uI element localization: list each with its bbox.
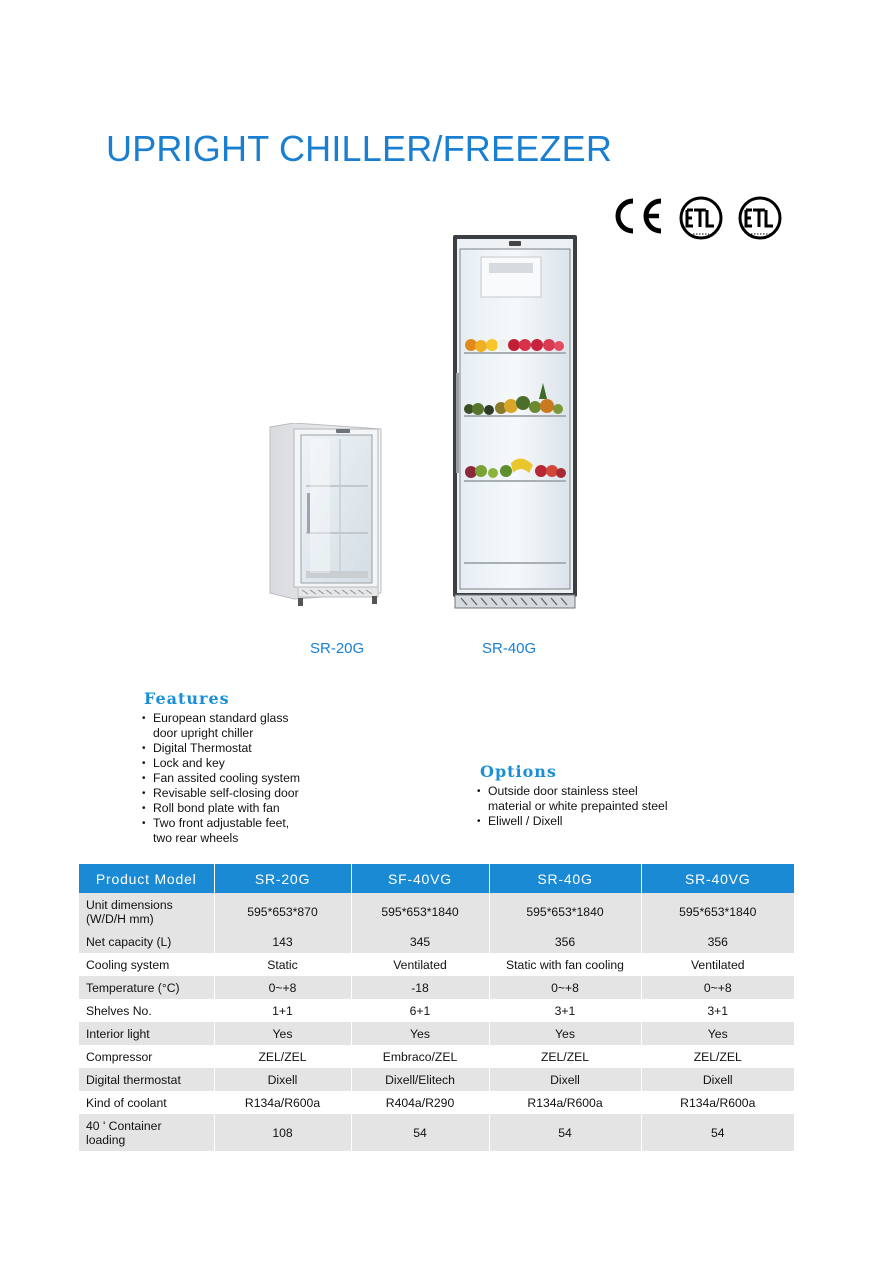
table-cell: R134a/R600a [641, 1091, 794, 1114]
table-cell: Embraco/ZEL [351, 1045, 489, 1068]
table-row [79, 930, 794, 953]
table-cell: 0~+8 [214, 976, 351, 999]
table-row [79, 1091, 794, 1114]
table-row [79, 999, 794, 1022]
features-heading: Features [144, 689, 230, 708]
table-cell: -18 [351, 976, 489, 999]
row-label: Digital thermostat [79, 1068, 214, 1091]
table-cell: Static with fan cooling [489, 953, 641, 976]
table-cell: 345 [351, 930, 489, 953]
options-list [477, 784, 737, 829]
table-cell: Dixell/Elitech [351, 1068, 489, 1091]
table-cell: 54 [641, 1114, 794, 1151]
row-label: Cooling system [79, 953, 214, 976]
table-cell: Ventilated [641, 953, 794, 976]
table-cell: ZEL/ZEL [214, 1045, 351, 1068]
table-cell: R404a/R290 [351, 1091, 489, 1114]
row-label: Shelves No. [79, 999, 214, 1022]
table-cell: 3+1 [641, 999, 794, 1022]
options-heading: Options [480, 762, 557, 781]
table-cell: 54 [489, 1114, 641, 1151]
table-header-row [79, 864, 794, 893]
table-row [79, 953, 794, 976]
table-cell: 108 [214, 1114, 351, 1151]
table-row [79, 976, 794, 999]
table-cell: ZEL/ZEL [641, 1045, 794, 1068]
table-cell: 54 [351, 1114, 489, 1151]
column-header: SR-20G [214, 864, 351, 893]
table-cell: R134a/R600a [214, 1091, 351, 1114]
column-header: SR-40VG [641, 864, 794, 893]
column-header: SR-40G [489, 864, 641, 893]
table-cell: 595*653*870 [214, 893, 351, 930]
table-row [79, 1114, 794, 1151]
table-cell: Dixell [214, 1068, 351, 1091]
spec-table [79, 864, 794, 1151]
row-label: Net capacity (L) [79, 930, 214, 953]
list-item: • Roll bond plate with fan [142, 801, 362, 816]
sr-40g-product-image [451, 233, 579, 618]
table-cell: 356 [489, 930, 641, 953]
table-cell: Dixell [641, 1068, 794, 1091]
table-row [79, 1068, 794, 1091]
table-cell: 595*653*1840 [641, 893, 794, 930]
row-label: Unit dimensions (W/D/H mm) [79, 893, 214, 930]
list-item: • Lock and key [142, 756, 362, 771]
ce-mark-icon [611, 196, 663, 241]
list-item: • Eliwell / Dixell [477, 814, 737, 829]
table-cell: Yes [641, 1022, 794, 1045]
table-cell: Ventilated [351, 953, 489, 976]
row-label: 40 ' Container loading [79, 1114, 214, 1151]
table-cell: 595*653*1840 [489, 893, 641, 930]
list-item: • Digital Thermostat [142, 741, 362, 756]
model-label-sr-40g: SR-40G [482, 640, 537, 657]
etl-listed-mark-icon [677, 196, 725, 247]
row-label: Interior light [79, 1022, 214, 1045]
table-cell: Dixell [489, 1068, 641, 1091]
list-item: • Fan assited cooling system [142, 771, 362, 786]
table-cell: 6+1 [351, 999, 489, 1022]
table-cell: Static [214, 953, 351, 976]
model-label-sr-20g: SR-20G [310, 640, 365, 657]
column-header: SF-40VG [351, 864, 489, 893]
list-item: • European standard glass door upright chiller [142, 711, 362, 741]
row-label: Kind of coolant [79, 1091, 214, 1114]
column-header: Product Model [79, 864, 214, 893]
table-cell: Yes [351, 1022, 489, 1045]
features-list [142, 711, 362, 846]
etl-sanitation-mark-icon [736, 196, 784, 247]
sr-20g-product-image [268, 423, 382, 613]
table-cell: 595*653*1840 [351, 893, 489, 930]
table-cell: 3+1 [489, 999, 641, 1022]
table-cell: Yes [489, 1022, 641, 1045]
table-row [79, 1045, 794, 1068]
table-cell: ZEL/ZEL [489, 1045, 641, 1068]
table-cell: Yes [214, 1022, 351, 1045]
table-cell: 0~+8 [489, 976, 641, 999]
list-item: • Revisable self-closing door [142, 786, 362, 801]
list-item: • Outside door stainless steel material or white prepainted steel [477, 784, 737, 814]
table-cell: 356 [641, 930, 794, 953]
table-cell: 1+1 [214, 999, 351, 1022]
row-label: Temperature (°C) [79, 976, 214, 999]
table-row [79, 893, 794, 930]
list-item: • Two front adjustable feet, two rear wheels [142, 816, 362, 846]
table-cell: 0~+8 [641, 976, 794, 999]
page-title: UPRIGHT CHILLER/FREEZER [106, 128, 613, 169]
table-cell: R134a/R600a [489, 1091, 641, 1114]
table-cell: 143 [214, 930, 351, 953]
row-label: Compressor [79, 1045, 214, 1068]
table-row [79, 1022, 794, 1045]
